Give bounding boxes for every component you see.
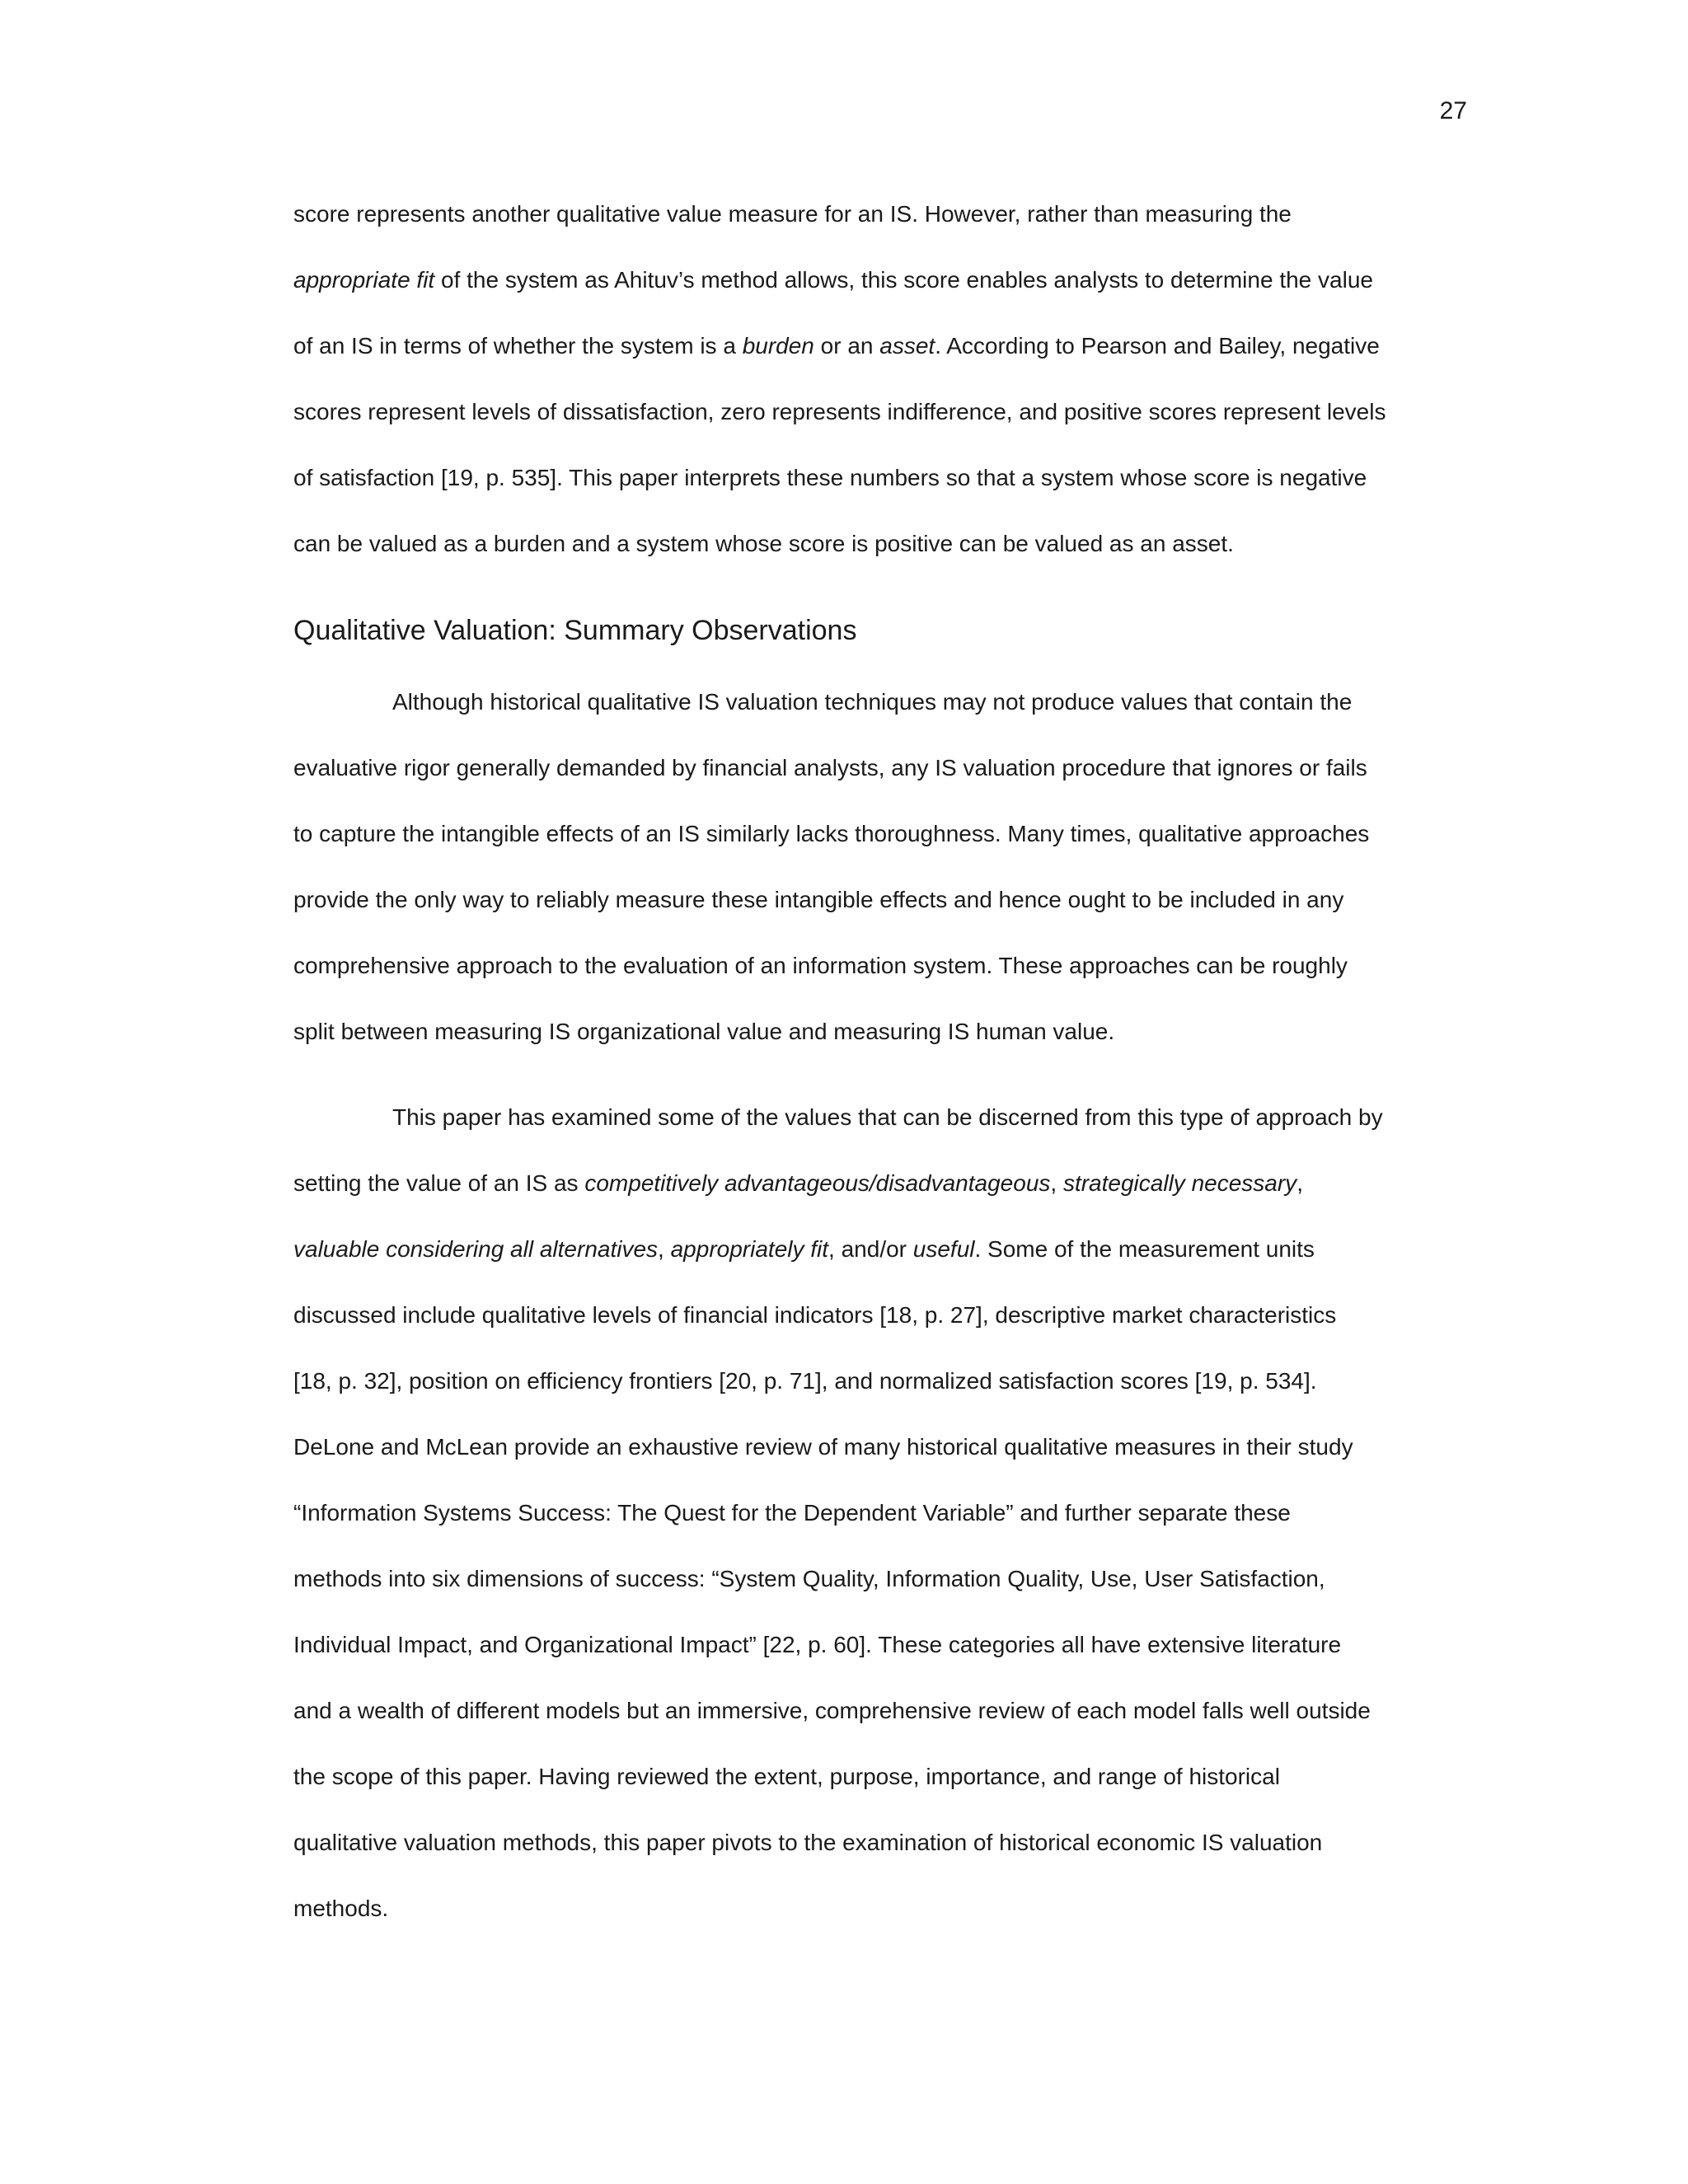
emphasis-text: competitively advantageous/disadvantageous (584, 1170, 1051, 1196)
paragraph-line: Although historical qualitative IS valuation techniques may not produce values that contain the (392, 689, 1353, 715)
page-number: 27 (1439, 97, 1467, 124)
text-run: , (1050, 1170, 1063, 1196)
emphasis-text: appropriate fit (293, 267, 435, 293)
text-run: , and/or (828, 1236, 913, 1262)
paragraph-line: DeLone and McLean provide an exhaustive review of many historical qualitative measures in their study (293, 1434, 1353, 1460)
text-run: of an IS in terms of whether the system is a (293, 333, 743, 359)
emphasis-text: asset (879, 333, 935, 359)
paragraph-line (293, 269, 1373, 292)
paragraph-line: and a wealth of different models but an immersive, comprehensive review of each model falls well outside (293, 1698, 1371, 1723)
paragraph-line: can be valued as a burden and a system whose score is positive can be valued as an asset. (293, 531, 1234, 556)
paragraph-line: [18, p. 32], position on efficiency frontiers [20, p. 71], and normalized satisfaction scores [19, p. 534]. (293, 1368, 1317, 1394)
paragraph-line: scores represent levels of dissatisfaction, zero represents indifference, and positive scores represent levels (293, 399, 1386, 424)
paragraph-line (293, 335, 1380, 358)
paragraph-line: the scope of this paper. Having reviewed the extent, purpose, importance, and range of historical (293, 1764, 1280, 1789)
paragraph-line: split between measuring IS organizational value and measuring IS human value. (293, 1019, 1115, 1044)
paragraph-line: evaluative rigor generally demanded by financial analysts, any IS valuation procedure that ignores or fails (293, 755, 1367, 780)
section-heading: Qualitative Valuation: Summary Observations (293, 615, 857, 646)
paragraph-line: score represents another qualitative value measure for an IS. However, rather than measuring the (293, 201, 1292, 227)
paragraph-line (293, 1172, 1303, 1195)
emphasis-text: burden (742, 333, 814, 359)
paragraph-line: methods. (293, 1896, 389, 1921)
paragraph-line: provide the only way to reliably measure these intangible effects and hence ought to be included in any (293, 887, 1344, 912)
text-run: . According to Pearson and Bailey, negative (935, 333, 1380, 359)
paragraph-line: comprehensive approach to the evaluation of an information system. These approaches can be roughly (293, 953, 1348, 978)
text-run: . Some of the measurement units (974, 1236, 1315, 1262)
paragraph-line: methods into six dimensions of success: “System Quality, Information Quality, Use, User Satisfaction, (293, 1566, 1325, 1591)
paragraph-line: “Information Systems Success: The Quest for the Dependent Variable” and further separate these (293, 1500, 1291, 1526)
paragraph-line: discussed include qualitative levels of financial indicators [18, p. 27], descriptive market characteristics (293, 1302, 1337, 1328)
text-run: , (658, 1236, 671, 1262)
emphasis-text: valuable considering all alternatives (293, 1236, 659, 1262)
paragraph-line: qualitative valuation methods, this paper pivots to the examination of historical economic IS valuation (293, 1830, 1323, 1855)
paragraph-line (293, 1238, 1315, 1261)
text-run: , (1296, 1170, 1303, 1196)
text-run: setting the value of an IS as (293, 1170, 585, 1196)
paragraph-line: Individual Impact, and Organizational Impact” [22, p. 60]. These categories all have extensive literature (293, 1632, 1342, 1657)
emphasis-text: appropriately fit (670, 1236, 829, 1262)
emphasis-text: strategically necessary (1062, 1170, 1297, 1196)
text-run: or an (814, 333, 880, 359)
paragraph-line: This paper has examined some of the values that can be discerned from this type of approach by (392, 1104, 1383, 1130)
paragraph-line: to capture the intangible effects of an IS similarly lacks thoroughness. Many times, qualitative approaches (293, 821, 1370, 846)
paragraph-line: of satisfaction [19, p. 535]. This paper interprets these numbers so that a system whose score is negative (293, 465, 1367, 490)
emphasis-text: useful (912, 1236, 975, 1262)
text-run: of the system as Ahituv’s method allows, this score enables analysts to determine the value (434, 267, 1373, 293)
